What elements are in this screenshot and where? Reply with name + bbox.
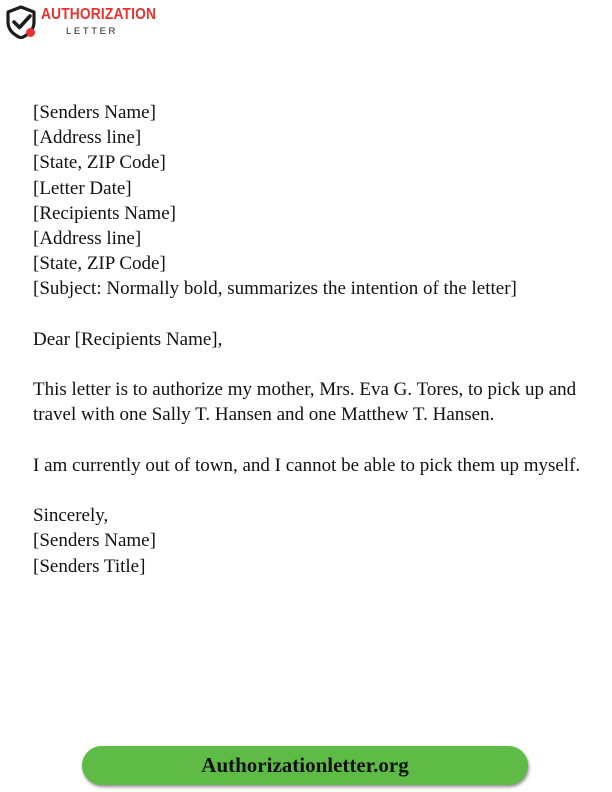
paragraph-reason: I am currently out of town, and I cannot be able to pick them up myself.: [33, 454, 581, 476]
signature-line: [Senders Title]: [33, 555, 146, 577]
sender-block-line: [State, ZIP Code]: [33, 253, 166, 275]
logo-word-a: A: [41, 6, 52, 23]
paragraph-authorization: This letter is to authorize my mother, Mrs. Eva G. Tores, to pick up and travel with one Sally T. Hansen and one Matthew T. Hansen.: [33, 379, 577, 426]
signature-block: [33, 528, 593, 578]
signature-line: [Senders Name]: [33, 530, 156, 552]
logo-wordmark: [41, 6, 156, 24]
letter-body: [33, 100, 593, 579]
closing: Sincerely,: [33, 505, 109, 527]
shield-check-icon: [4, 5, 38, 39]
logo-subtitle: LETTER: [66, 26, 119, 37]
salutation: Dear [Recipients Name],: [33, 328, 223, 350]
spacer: [33, 302, 593, 327]
sender-block-line: [State, ZIP Code]: [33, 152, 166, 174]
sender-block-line: [Senders Name]: [33, 102, 156, 123]
sender-block-line: [Address line]: [33, 228, 142, 250]
logo-word-rest: UTHORIZATION: [51, 6, 157, 23]
sender-block-line: [Subject: Normally bold, summarizes the intention of the letter]: [33, 278, 517, 300]
website-link-button[interactable]: [82, 746, 528, 785]
spacer: [33, 352, 593, 377]
brand-logo: [4, 5, 164, 41]
sender-block-line: [Recipients Name]: [33, 202, 176, 224]
sender-block-line: [Address line]: [33, 127, 142, 149]
spacer: [33, 428, 593, 453]
website-link-label: Authorizationletter.org: [201, 753, 409, 777]
sender-block-line: [Letter Date]: [33, 177, 132, 199]
spacer: [33, 478, 593, 503]
sender-block: [33, 100, 593, 302]
